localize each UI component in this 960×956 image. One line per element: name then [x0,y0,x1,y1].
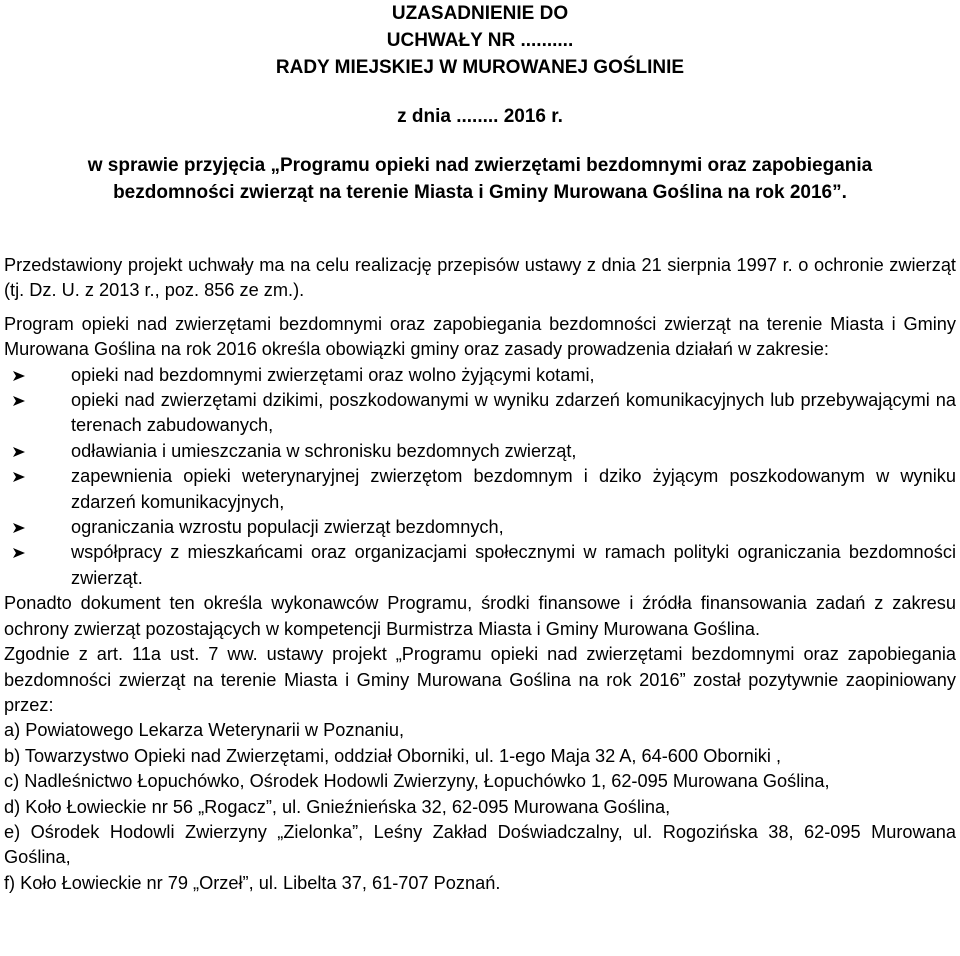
opinion-item: d) Koło Łowieckie nr 56 „Rogacz”, ul. Gnieźnieńska 32, 62-095 Murowana Goślina, [4,796,671,817]
list-item-text: odławiania i umieszczania w schronisku bezdomnych zwierząt, [71,440,577,461]
title-line: UZASADNIENIE DO [391,3,569,24]
square-bullet-icon [12,394,26,408]
program-paragraph: Program opieki nad zwierzętami bezdomnymi oraz zapobiegania bezdomności zwierząt na terenie Miasta i Gminy Murowana Goślina na rok 2016 określa obowiązki gminy oraz zasady prowadzenia działań w zakresie: [4,313,956,360]
square-bullet-icon [12,521,26,535]
list-item [4,363,956,388]
opinion-item: c) Nadleśnictwo Łopuchówko, Ośrodek Hodowli Zwierzyny, Łopuchówko 1, 62-095 Murowana Goślina, [4,771,830,792]
square-bullet-icon [12,470,26,484]
list-item-text: opieki nad bezdomnymi zwierzętami oraz wolno żyjącymi kotami, [71,364,595,385]
list-item-text: zapewnienia opieki weterynaryjnej zwierzętom bezdomnym i dziko żyjącym poszkodowanym w wyniku zdarzeń komunikacyjnych, [71,466,956,512]
list-item-text: współpracy z mieszkańcami oraz organizacjami społecznymi w ramach polityki ograniczania bezdomności zwierząt. [71,542,956,588]
square-bullet-icon [12,369,26,383]
document-title [0,0,960,81]
list-item [4,464,956,515]
opinion-paragraph: Zgodnie z art. 11a ust. 7 ww. ustawy projekt „Programu opieki nad zwierzętami bezdomnymi oraz zapobiegania bezdomności zwierząt na terenie Miasta i Gminy Murowana Goślina na rok 2016” został pozytywnie zaopiniowany przez: [4,644,956,715]
square-bullet-icon [12,445,26,459]
title-line: UCHWAŁY NR .......... [386,30,574,51]
subject-line: w sprawie przyjęcia „Programu opieki nad zwierzętami bezdomnymi oraz zapobiegania [87,155,873,176]
list-item [4,515,956,540]
list-item [4,388,956,439]
list-item [4,439,956,464]
additional-paragraph: Ponadto dokument ten określa wykonawców Programu, środki finansowe i źródła finansowania zadań z zakresu ochrony zwierząt pozostających w kompetencji Burmistrza Miasta i Gminy Murowana Goślina. [4,593,956,639]
list-item [4,540,956,591]
document-body [4,253,956,896]
square-bullet-icon [12,546,26,560]
document-subject [0,152,960,206]
intro-paragraph: Przedstawiony projekt uchwały ma na celu realizację przepisów ustawy z dnia 21 sierpnia 1997 r. o ochronie zwierząt (tj. Dz. U. z 2013 r., poz. 856 ze zm.). [4,255,956,301]
opinion-item: a) Powiatowego Lekarza Weterynarii w Poznaniu, [4,720,404,741]
opinion-item: e) Ośrodek Hodowli Zwierzyny „Zielonka”, Leśny Zakład Doświadczalny, ul. Rogozińska 38, 62-095 Murowana Goślina, [4,821,956,868]
opinion-item: f) Koło Łowieckie nr 79 „Orzeł”, ul. Libelta 37, 61-707 Poznań. [4,872,501,893]
date-line: z dnia ........ 2016 r. [397,106,563,127]
document-date [0,103,960,130]
scope-list [4,363,956,592]
list-item-text: opieki nad zwierzętami dzikimi, poszkodowanymi w wyniku zdarzeń komunikacyjnych lub przebywającymi na terenach zabudowanych, [71,390,956,436]
subject-line: bezdomności zwierząt na terenie Miasta i Gminy Murowana Goślina na rok 2016”. [113,182,847,203]
opinion-item: b) Towarzystwo Opieki nad Zwierzętami, oddział Oborniki, ul. 1-ego Maja 32 A, 64-600 Oborniki , [4,745,782,766]
title-line: RADY MIEJSKIEJ W MUROWANEJ GOŚLINIE [275,57,685,78]
list-item-text: ograniczania wzrostu populacji zwierząt bezdomnych, [71,517,504,538]
